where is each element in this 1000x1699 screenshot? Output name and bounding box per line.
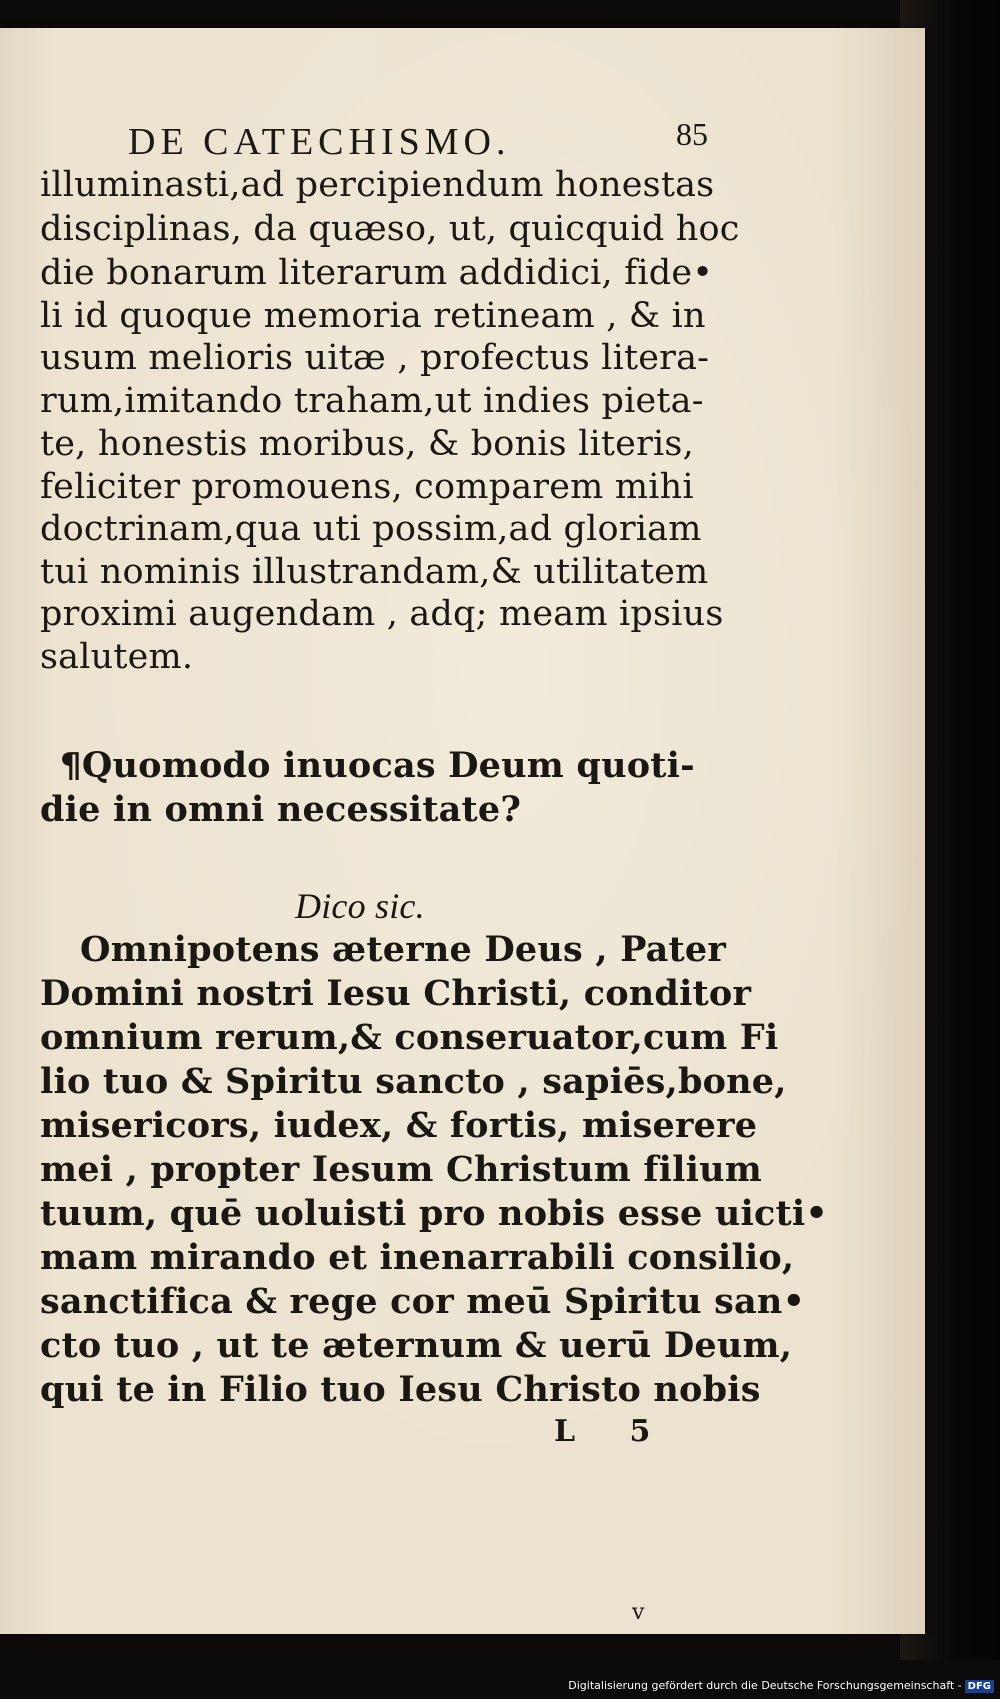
page-header	[128, 116, 718, 170]
text-line: li id quoque memoria retineam , & in	[40, 296, 706, 336]
answer-line: cto tuo , ut te æternum & uerū Deum,	[40, 1325, 793, 1366]
credit-text: Digitalisierung gefördert durch die Deutsche Forschungsgemeinschaft -	[568, 1679, 962, 1692]
text-line: salutem.	[40, 637, 194, 677]
signature-mark: L 5	[554, 1414, 673, 1449]
text-line: disciplinas, da quæso, ut, quicquid hoc	[40, 209, 740, 249]
answer-line: omnium rerum,& conseruator,cum Fi	[40, 1017, 779, 1058]
bottom-mark: v	[632, 1600, 645, 1625]
answer-heading: Dico sic.	[295, 886, 425, 926]
text-line: tui nominis illustrandam,& utilitatem	[40, 552, 709, 592]
answer-line: lio tuo & Spiritu sancto , sapiēs,bone,	[40, 1061, 787, 1102]
text-line: te, honestis moribus, & bonis literis,	[40, 424, 694, 464]
answer-line: Domini nostri Iesu Christi, conditor	[40, 973, 752, 1014]
book-page	[0, 28, 925, 1634]
answer-line: mam mirando et inenarrabili consilio,	[40, 1237, 795, 1278]
page-number: 85	[676, 116, 708, 152]
answer-line: tuum, quē uoluisti pro nobis esse uicti•	[40, 1193, 828, 1234]
pilcrow-icon: ¶	[60, 746, 82, 786]
text-line: rum,imitando traham,ut indies pieta-	[40, 381, 704, 421]
text-line: proximi augendam , adq; meam ipsius	[40, 594, 724, 634]
text-line: usum melioris uitæ , profectus litera-	[40, 338, 710, 378]
question-text: Quomodo inuocas Deum quoti-	[81, 745, 695, 786]
text-line: illuminasti,ad percipiendum honestas	[40, 165, 715, 205]
running-head: DE CATECHISMO.	[128, 121, 511, 163]
answer-line: misericors, iudex, & fortis, miserere	[40, 1105, 758, 1146]
digitization-credit	[568, 1679, 994, 1693]
text-line: doctrinam,qua uti possim,ad gloriam	[40, 509, 702, 549]
text-line: die bonarum literarum addidici, fide•	[40, 253, 714, 293]
answer-line: sanctifica & rege cor meū Spiritu san•	[40, 1281, 806, 1322]
answer-line: mei , propter Iesum Christum filium	[40, 1149, 762, 1190]
text-line: feliciter promouens, comparem mihi	[40, 467, 694, 507]
question-line	[60, 745, 695, 786]
answer-line: Omnipotens æterne Deus , Pater	[80, 929, 727, 970]
dfg-logo: DFG	[965, 1680, 994, 1693]
question-line: die in omni necessitate?	[40, 789, 522, 830]
answer-line: qui te in Filio tuo Iesu Christo nobis	[40, 1369, 761, 1410]
